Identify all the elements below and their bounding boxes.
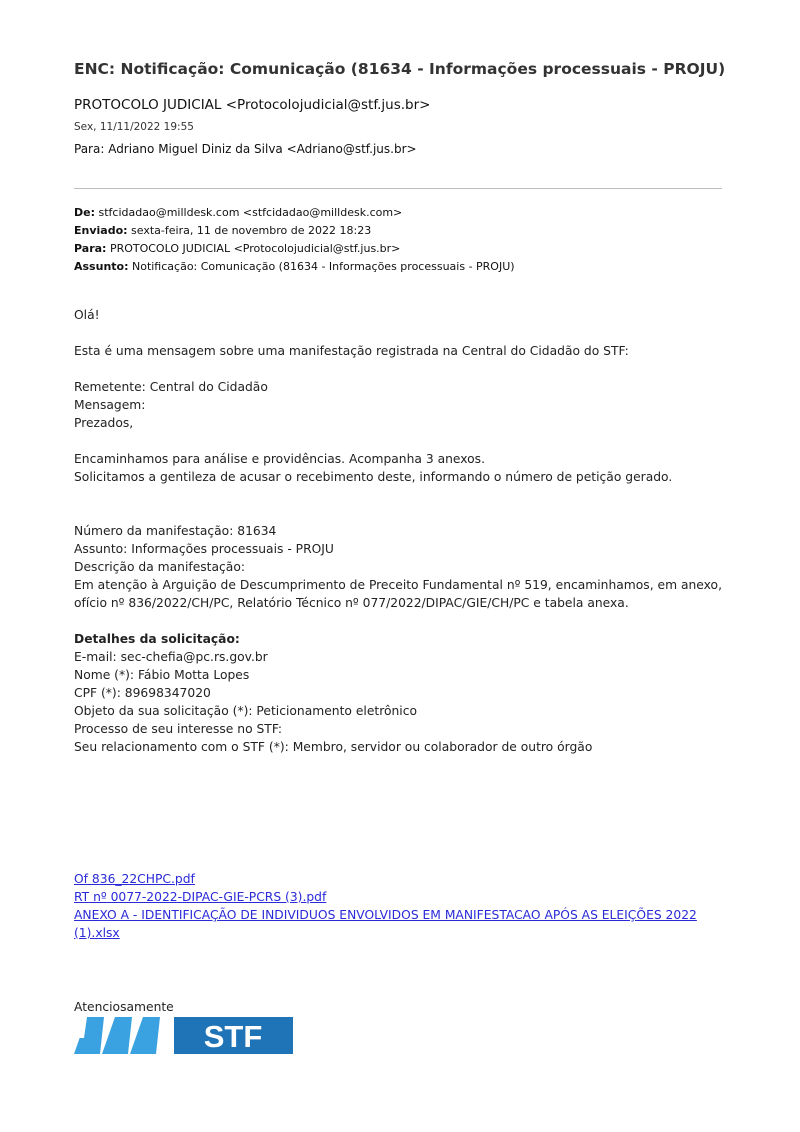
email-date: Sex, 11/11/2022 19:55 xyxy=(74,121,194,133)
forwarded-sent: Enviado: sexta-feira, 11 de novembro de 2022 18:23 xyxy=(74,224,372,237)
logo-stripes xyxy=(74,1017,160,1054)
detail-process: Processo de seu interesse no STF: xyxy=(74,722,283,736)
attachment-link[interactable]: RT nº 0077-2022-DIPAC-GIE-PCRS (3).pdf xyxy=(74,890,327,904)
detail-email: E-mail: sec-chefia@pc.rs.gov.br xyxy=(74,650,268,664)
description-text: Em atenção à Arguição de Descumprimento de Preceito Fundamental nº 519, encaminhamos, em anexo, ofício nº 836/2022/CH/PC, Relatório Técnico nº 077/2022/DIPAC/GIE/CH/PC e tabela anexa. xyxy=(74,578,722,610)
forwarded-header xyxy=(74,204,515,276)
greeting: Olá! xyxy=(74,308,100,322)
message-label: Mensagem: xyxy=(74,398,146,412)
closing: Atenciosamente xyxy=(74,1000,174,1014)
stf-logo xyxy=(74,1017,293,1054)
attachment-link[interactable]: ANEXO A - IDENTIFICAÇÃO DE INDIVIDUOS ENVOLVIDOS EM MANIFESTACAO APÓS AS ELEIÇÕES 2022 (1).xlsx xyxy=(74,908,697,940)
sender-line: Remetente: Central do Cidadão xyxy=(74,380,268,394)
detail-name: Nome (*): Fábio Motta Lopes xyxy=(74,668,250,682)
detail-cpf: CPF (*): 89698347020 xyxy=(74,686,211,700)
forwarded-subject: Assunto: Notificação: Comunicação (81634 - Informações processuais - PROJU) xyxy=(74,260,515,273)
request-note: Solicitamos a gentileza de acusar o recebimento deste, informando o número de petição gerado. xyxy=(74,470,673,484)
salutation: Prezados, xyxy=(74,416,134,430)
logo-text: STF xyxy=(203,1019,263,1054)
details-title: Detalhes da solicitação: xyxy=(74,632,240,646)
forwarded-from: De: stfcidadao@milldesk.com <stfcidadao@milldesk.com> xyxy=(74,206,403,219)
forward-note: Encaminhamos para análise e providências. Acompanha 3 anexos. xyxy=(74,452,485,466)
email-subject: ENC: Notificação: Comunicação (81634 - Informações processuais - PROJU) xyxy=(74,60,726,78)
email-sender[interactable]: PROTOCOLO JUDICIAL <Protocolojudicial@stf.jus.br> xyxy=(74,97,431,113)
description-label: Descrição da manifestação: xyxy=(74,560,245,574)
email-body xyxy=(74,306,734,756)
manifest-number: Número da manifestação: 81634 xyxy=(74,524,277,538)
manifest-subject: Assunto: Informações processuais - PROJU xyxy=(74,542,334,556)
attachment-links xyxy=(74,870,734,942)
attachment-link[interactable]: Of 836_22CHPC.pdf xyxy=(74,872,195,886)
header-divider xyxy=(74,188,722,189)
detail-relationship: Seu relacionamento com o STF (*): Membro, servidor ou colaborador de outro órgão xyxy=(74,740,593,754)
email-recipient: Para: Adriano Miguel Diniz da Silva <Adriano@stf.jus.br> xyxy=(74,142,417,156)
forwarded-to: Para: PROTOCOLO JUDICIAL <Protocolojudicial@stf.jus.br> xyxy=(74,242,401,255)
intro-text: Esta é uma mensagem sobre uma manifestação registrada na Central do Cidadão do STF: xyxy=(74,344,629,358)
detail-object: Objeto da sua solicitação (*): Peticionamento eletrônico xyxy=(74,704,418,718)
